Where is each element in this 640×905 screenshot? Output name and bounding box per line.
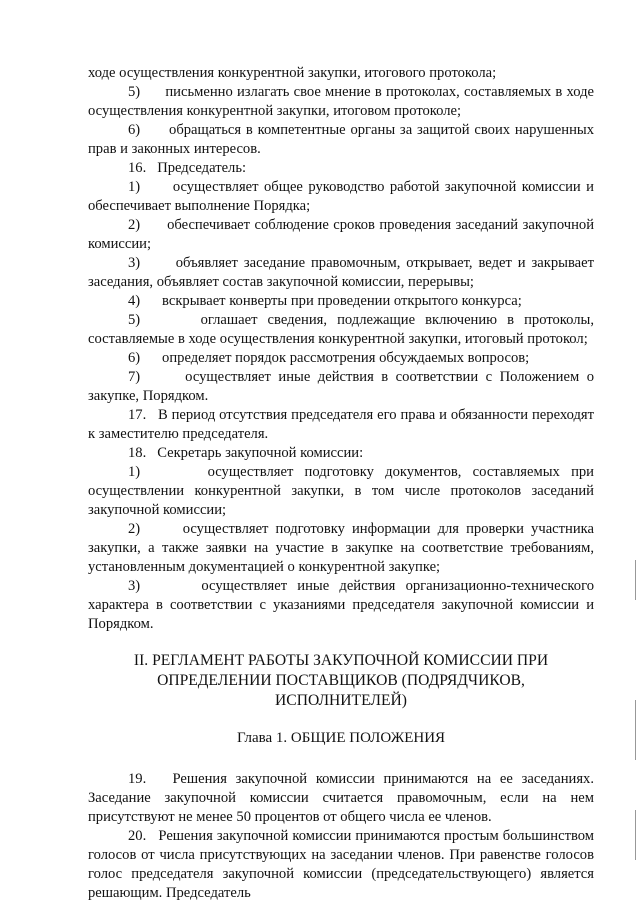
chairman-duty-4: 4) вскрывает конверты при проведении открытого конкурса; — [128, 293, 522, 309]
secretary-duty-3: 3) осуществляет иные действия организационно-технического характера в соответствии с указаниями председателя закупочной комиссии и Порядком. — [88, 578, 594, 632]
list-item-6-member-rights: 6) обращаться в компетентные органы за защитой своих нарушенных прав и законных интересов. — [88, 122, 594, 157]
spacer — [88, 748, 594, 770]
clause-16: 16. Председатель: — [128, 160, 247, 176]
section-heading: II. РЕГЛАМЕНТ РАБОТЫ ЗАКУПОЧНОЙ КОМИССИИ ПРИ ОПРЕДЕЛЕНИИ ПОСТАВЩИКОВ (ПОДРЯДЧИКОВ, ИСПОЛНИТЕЛЕЙ) — [133, 652, 549, 709]
secretary-duty-2: 2) осуществляет подготовку информации для проверки участника закупки, а также заявки на участие в закупке на соответствие требованиям, установленным документацией о конкурентной закупке; — [88, 521, 594, 575]
clause-19: 19. Решения закупочной комиссии принимаются на ее заседаниях. Заседание закупочной комиссии считается правомочным, если на нем присутствуют не менее 50 процентов от общего числа ее членов. — [88, 771, 594, 825]
document-body — [88, 64, 594, 903]
chairman-duty-7: 7) осуществляет иные действия в соответствии с Положением о закупке, Порядком. — [88, 369, 594, 404]
chapter-heading: Глава 1. ОБЩИЕ ПОЛОЖЕНИЯ — [236, 730, 446, 746]
clause-20: 20. Решения закупочной комиссии принимаются простым большинством голосов от числа присутствующих на заседании членов. При равенстве голосов голос председателя закупочной комиссии (председательствующего) является решающим. Председатель — [88, 828, 594, 901]
scan-edge-mark — [635, 700, 636, 760]
paragraph-continuation: ходе осуществления конкурентной закупки, итогового протокола; — [88, 65, 497, 81]
spacer — [88, 711, 594, 728]
secretary-duty-1: 1) осуществляет подготовку документов, составляемых при осуществлении конкурентной закупки, в том числе протоколов заседаний закупочной комиссии; — [88, 464, 594, 518]
scan-edge-mark — [635, 810, 636, 860]
chairman-duty-1: 1) осуществляет общее руководство работой закупочной комиссии и обеспечивает выполнение Порядка; — [88, 179, 594, 214]
chairman-duty-6: 6) определяет порядок рассмотрения обсуждаемых вопросов; — [128, 350, 530, 366]
clause-18: 18. Секретарь закупочной комиссии: — [128, 445, 364, 461]
chairman-duty-5: 5) оглашает сведения, подлежащие включению в протоколы, составляемые в ходе осуществления конкурентной закупки, итоговый протокол; — [88, 312, 594, 347]
chairman-duty-2: 2) обеспечивает соблюдение сроков проведения заседаний закупочной комиссии; — [88, 217, 594, 252]
clause-17: 17. В период отсутствия председателя его права и обязанности переходят к заместителю председателя. — [88, 407, 594, 442]
chairman-duty-3: 3) объявляет заседание правомочным, открывает, ведет и закрывает заседания, объявляет состав закупочной комиссии, перерывы; — [88, 255, 594, 290]
list-item-5-member-rights: 5) письменно излагать свое мнение в протоколах, составляемых в ходе осуществления конкурентной закупки, итоговом протоколе; — [88, 84, 594, 119]
scan-edge-mark — [635, 560, 636, 600]
spacer — [88, 634, 594, 651]
